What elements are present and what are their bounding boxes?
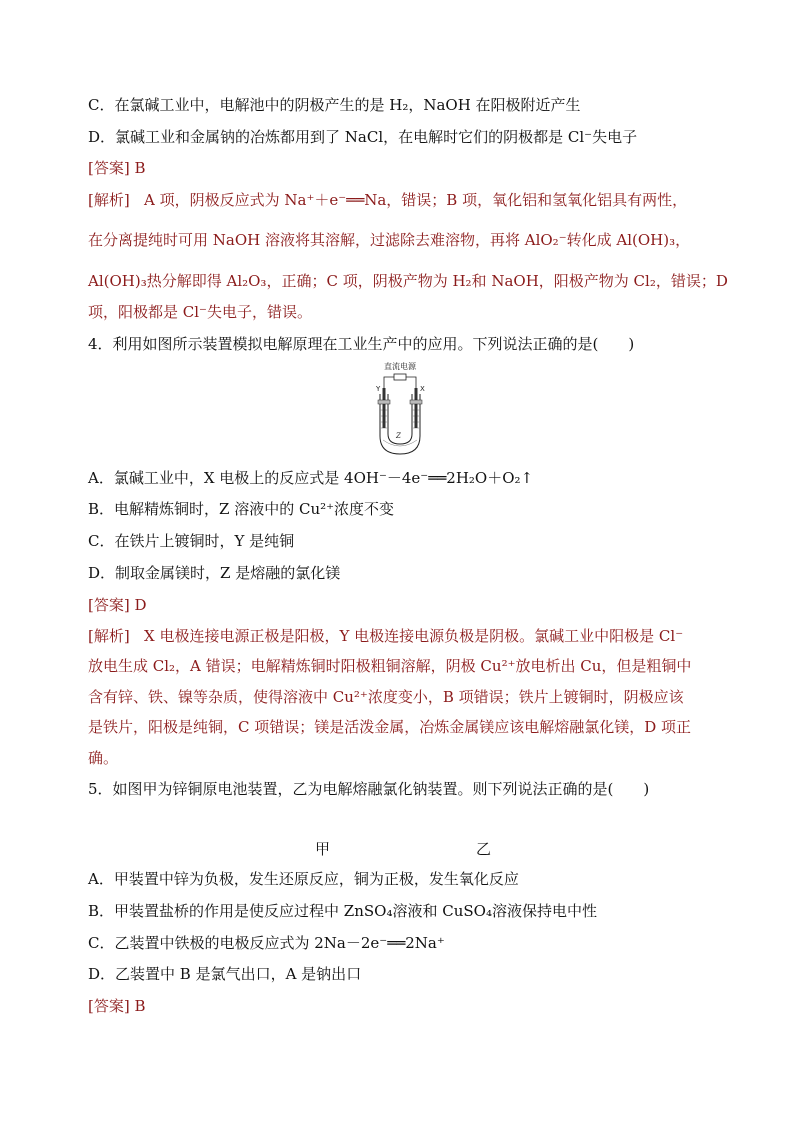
stopper-right (410, 400, 422, 404)
q5-option-d: D．乙装置中 B 是氯气出口，A 是钠出口 (88, 965, 362, 983)
figure-wires (384, 377, 416, 390)
q4-option-b: B．电解精炼铜时，Z 溶液中的 Cu²⁺浓度不变 (88, 500, 395, 518)
q4-analysis-text-1: X 电极连接电源正极是阳极，Y 电极连接电源负极是阴极。氯碱工业中阳极是 Cl⁻ (144, 627, 684, 645)
q3-analysis-line-2: 在分离提纯时可用 NaOH 溶液将其溶解，过滤除去难溶物，再将 AlO₂⁻转化成 Al(OH)₃， (88, 231, 691, 249)
q4-analysis-label: [解析] (88, 627, 130, 645)
q4-analysis-line-1 (88, 625, 683, 647)
q5-option-a: A．甲装置中锌为负极，发生还原反应，铜为正极，发生氧化反应 (88, 870, 519, 888)
q4-analysis-line-2: 放电生成 Cl₂，A 错误；电解精炼铜时阳极粗铜溶解，阴极 Cu²⁺放电析出 Cu，但是粗铜中 (88, 657, 692, 675)
q3-analysis-line-1 (88, 189, 687, 211)
power-source-icon (394, 374, 406, 380)
q3-option-c: C．在氯碱工业中，电解池中的阴极产生的是 H₂，NaOH 在阳极附近产生 (88, 96, 581, 114)
electrode-x (415, 388, 418, 428)
q5-caption-jia: 甲 (315, 840, 331, 858)
q5-option-b: B．甲装置盐桥的作用是使反应过程中 ZnSO₄溶液和 CuSO₄溶液保持电中性 (88, 902, 597, 920)
q3-analysis-line-3: Al(OH)₃热分解即得 Al₂O₃，正确；C 项，阴极产物为 H₂和 NaOH，阳极产物为 Cl₂，错误；D (88, 272, 728, 290)
q4-stem: 4．利用如图所示装置模拟电解原理在工业生产中的应用。下列说法正确的是( ) (88, 335, 635, 353)
figure-electrode-y-label: Y (376, 385, 381, 393)
electrolysis-apparatus-figure (370, 360, 430, 458)
stopper-left (378, 400, 390, 404)
q5-stem: 5．如图甲为锌铜原电池装置，乙为电解熔融氯化钠装置。则下列说法正确的是( ) (88, 780, 650, 798)
q4-answer: [答案] D (88, 596, 147, 614)
q3-analysis-text-1: A 项，阴极反应式为 Na⁺＋e⁻══Na，错误；B 项，氧化铝和氢氧化铝具有两性， (144, 191, 688, 209)
q3-option-d: D．氯碱工业和金属钠的冶炼都用到了 NaCl，在电解时它们的阴极都是 Cl⁻失电子 (88, 128, 638, 146)
q3-analysis-line-4: 项，阳极都是 Cl⁻失电子，错误。 (88, 303, 312, 321)
electrode-y (383, 388, 386, 428)
figure-solution-label: Z (396, 432, 401, 440)
q4-analysis-line-5: 确。 (88, 749, 119, 767)
q3-analysis-label: [解析] (88, 191, 130, 209)
q5-answer: [答案] B (88, 997, 146, 1015)
solution-hatching (380, 410, 420, 446)
q3-answer: [答案] B (88, 159, 146, 177)
q5-option-c: C．乙装置中铁极的电极反应式为 2Na－2e⁻══2Na⁺ (88, 934, 445, 952)
figure-electrode-x-label: X (420, 385, 425, 393)
q4-option-c: C．在铁片上镀铜时，Y 是纯铜 (88, 532, 295, 550)
q4-option-d: D．制取金属镁时，Z 是熔融的氯化镁 (88, 564, 341, 582)
figure-power-label: 直流电源 (384, 362, 416, 371)
q5-caption-yi: 乙 (476, 840, 492, 858)
q4-option-a: A．氯碱工业中，X 电极上的反应式是 4OH⁻－4e⁻══2H₂O＋O₂↑ (88, 469, 534, 487)
q4-analysis-line-4: 是铁片，阳极是纯铜，C 项错误；镁是活泼金属，冶炼金属镁应该电解熔融氯化镁，D 项正 (88, 718, 692, 736)
q4-analysis-line-3: 含有锌、铁、镍等杂质，使得溶液中 Cu²⁺浓度变小，B 项错误；铁片上镀铜时，阴极应该 (88, 688, 684, 706)
